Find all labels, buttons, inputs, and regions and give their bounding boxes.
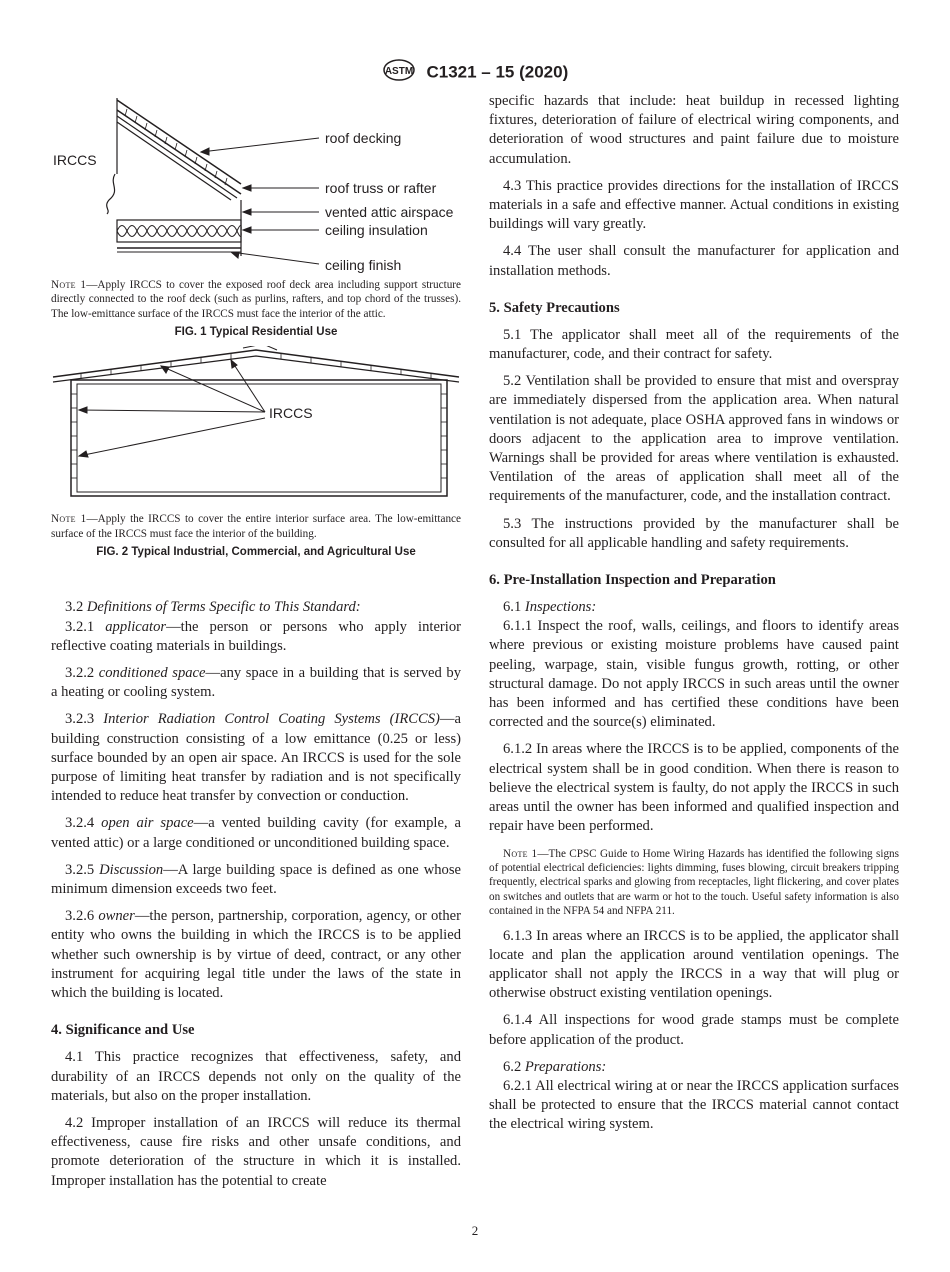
s3-2-4: 3.2.4 open air space—a vented building cavity (for example, a vented attic) or a large conditioned or unconditioned building space.: [51, 815, 461, 851]
s6-note-label: Note 1: [503, 847, 538, 860]
fig1-note-label: Note 1: [51, 279, 87, 291]
figure-2-diagram: [51, 346, 461, 506]
s4-3: 4.3 This practice provides directions for the installation of IRCCS materials in a safe and effective manner. Actual conditions in existing buildings will vary greatly.: [489, 177, 899, 233]
s6-1-heading: 6.1 Inspections:: [503, 599, 597, 616]
s6-2-1: 6.2.1 All electrical wiring at or near the IRCCS application surfaces shall be protected to ensure that the IRCCS material cannot contact the electrical wiring system.: [489, 1077, 899, 1133]
figure-1-diagram: [51, 92, 461, 278]
fig1-label-ircs: IRCCS: [53, 152, 97, 168]
fig2-note-label: Note 1: [51, 513, 87, 526]
s6-1-4: 6.1.4 All inspections for wood grade stamps must be complete before application of the product.: [489, 1012, 899, 1048]
figure-1: [51, 92, 461, 278]
continued-text: specific hazards that include: heat buildup in recessed lighting fixtures, deterioration of failure of electrical wiring components, and deterioration of wood structures and paint failure due to moisture accumulation.: [489, 93, 899, 167]
page-number: 2: [471, 1223, 479, 1238]
s3-2-2: 3.2.2 conditioned space—any space in a building that is served by a heating or cooling system.: [51, 665, 461, 701]
section-5-heading: 5. Safety Precautions: [489, 299, 620, 316]
page-header: [0, 58, 950, 87]
fig1-note-text: —Apply IRCCS to cover the exposed roof deck area including support structure directly connected to the roof deck (such as purlins, rafters, and top chord of the trusses). The low-emittance surface of the IRCCS must face the interior of the attic.: [51, 279, 461, 320]
s6-1-2: 6.1.2 In areas where the IRCCS is to be applied, components of the electrical system shall be in good condition. When there is reason to believe the electrical system is faulty, do not apply the IRCCS in such areas until the owner has been informed and qualified inspection and repair have been performed.: [489, 741, 899, 835]
left-column: [51, 92, 461, 1191]
s5-1: 5.1 The applicator shall meet all of the requirements of the manufacturer, code, and their contract for safety.: [489, 326, 899, 363]
s5-2: 5.2 Ventilation shall be provided to ensure that mist and overspray are immediately dispersed from the application area. When natural ventilation is not adequate, place OSHA approved fans in windows or doors adjacent to the application area to improve ventilation. Warnings shall be provided for areas where ventilation is exhausted. Ventilation of the areas of application shall meet all of the requirements of the manufacturer, code, and the installation contract.: [489, 373, 899, 505]
fig2-note: [51, 512, 461, 541]
s3-2-heading: 3.2 Definitions of Terms Specific to This Standard:: [65, 599, 361, 616]
fig1-caption: FIG. 1 Typical Residential Use: [174, 326, 338, 339]
fig1-label-roof-truss: roof truss or rafter: [325, 180, 437, 196]
s3-2-5: 3.2.5 Discussion—A large building space is defined as one whose minimum dimension exceeds two feet.: [51, 861, 461, 898]
s3-2-6: 3.2.6 owner—the person, partnership, corporation, agency, or other entity who owns the building in which the IRCCS is to be applied whether such ownership is by virtue of deed, contract, or any other instrument for acquiring legal title under the laws of the state in which the building is located.: [51, 908, 461, 1002]
fig2-note-text: —Apply the IRCCS to cover the entire interior surface area. The low-emittance surface of the IRCCS must face the interior of the building.: [51, 513, 461, 540]
s6-1-1: 6.1.1 Inspect the roof, walls, ceilings, and floors to identify areas where previous or existing moisture problems have caused paint peeling, warpage, stain, visible fungus growth, rotting, or other structural damage. Do not apply IRCCS in such areas until the owner has been informed and has certified these conditions have been corrected and the source(s) eliminated.: [489, 618, 899, 731]
s6-1-3: 6.1.3 In areas where an IRCCS is to be applied, the applicator shall locate and plan the application around ventilation openings. The applicator shall not apply the IRCCS in a way that will plug or otherwise obstruct existing ventilation openings.: [489, 927, 899, 1002]
s3-2-3: 3.2.3 Interior Radiation Control Coating Systems (IRCCS)—a building construction consisting of a low emittance (0.25 or less) surface bounded by an open air space. An IRCCS is used for the sole purpose of limiting heat transfer by radiation and is not specifically intended to reduce heat transfer by convection or conduction.: [51, 711, 461, 805]
document-code: C1321 – 15 (2020): [426, 62, 569, 82]
s6-note: [489, 847, 899, 919]
fig1-note: [51, 278, 461, 321]
astm-logo: [382, 58, 416, 87]
fig2-caption: FIG. 2 Typical Industrial, Commercial, and Agricultural Use: [96, 546, 416, 559]
s5-3: 5.3 The instructions provided by the manufacturer shall be consulted for all applicable handling and safety requirements.: [489, 515, 899, 551]
fig1-label-roof-decking: roof decking: [325, 130, 402, 146]
section-4-heading: 4. Significance and Use: [51, 1022, 195, 1039]
astm-logo-text: ASTM: [384, 66, 413, 77]
fig1-label-vented-attic: vented attic airspace: [325, 204, 454, 220]
section-3-2: [51, 598, 461, 1003]
s4-4: 4.4 The user shall consult the manufacturer for application and installation methods.: [489, 243, 899, 279]
fig1-label-ceiling-insulation: ceiling insulation: [325, 222, 428, 238]
s4-1: 4.1 This practice recognizes that effectiveness, safety, and durability of an IRCCS depends not only on the quality of the materials, but also on the proper installation.: [51, 1049, 461, 1104]
s4-2: 4.2 Improper installation of an IRCCS will reduce its thermal effectiveness, cause fire risks and other unsafe conditions, and promote deterioration of the structure in which it is installed. Improper installation has the potential to create: [51, 1114, 461, 1189]
section-6-heading: 6. Pre-Installation Inspection and Preparation: [489, 572, 776, 589]
s6-note-text: —The CPSC Guide to Home Wiring Hazards has identified the following signs of potential electrical deficiencies: lights dimming, fuses blowing, circuit breakers tripping frequently, electrical sparks and glowing from receptacles, light flickering, and cover plates on switches and outlets that are warm or hot to the touch. Useful safety information is also contained in the NFPA 54 and NFPA 211.: [489, 847, 899, 918]
s3-2-1: 3.2.1 applicator—the person or persons who apply interior reflective coating materials in buildings.: [51, 618, 461, 654]
right-column: [489, 92, 899, 1135]
fig2-label-ircs: IRCCS: [269, 405, 313, 422]
fig1-label-ceiling-finish: ceiling finish: [325, 257, 402, 273]
figure-2: [51, 346, 461, 506]
s6-2-heading: 6.2 Preparations:: [503, 1058, 607, 1075]
